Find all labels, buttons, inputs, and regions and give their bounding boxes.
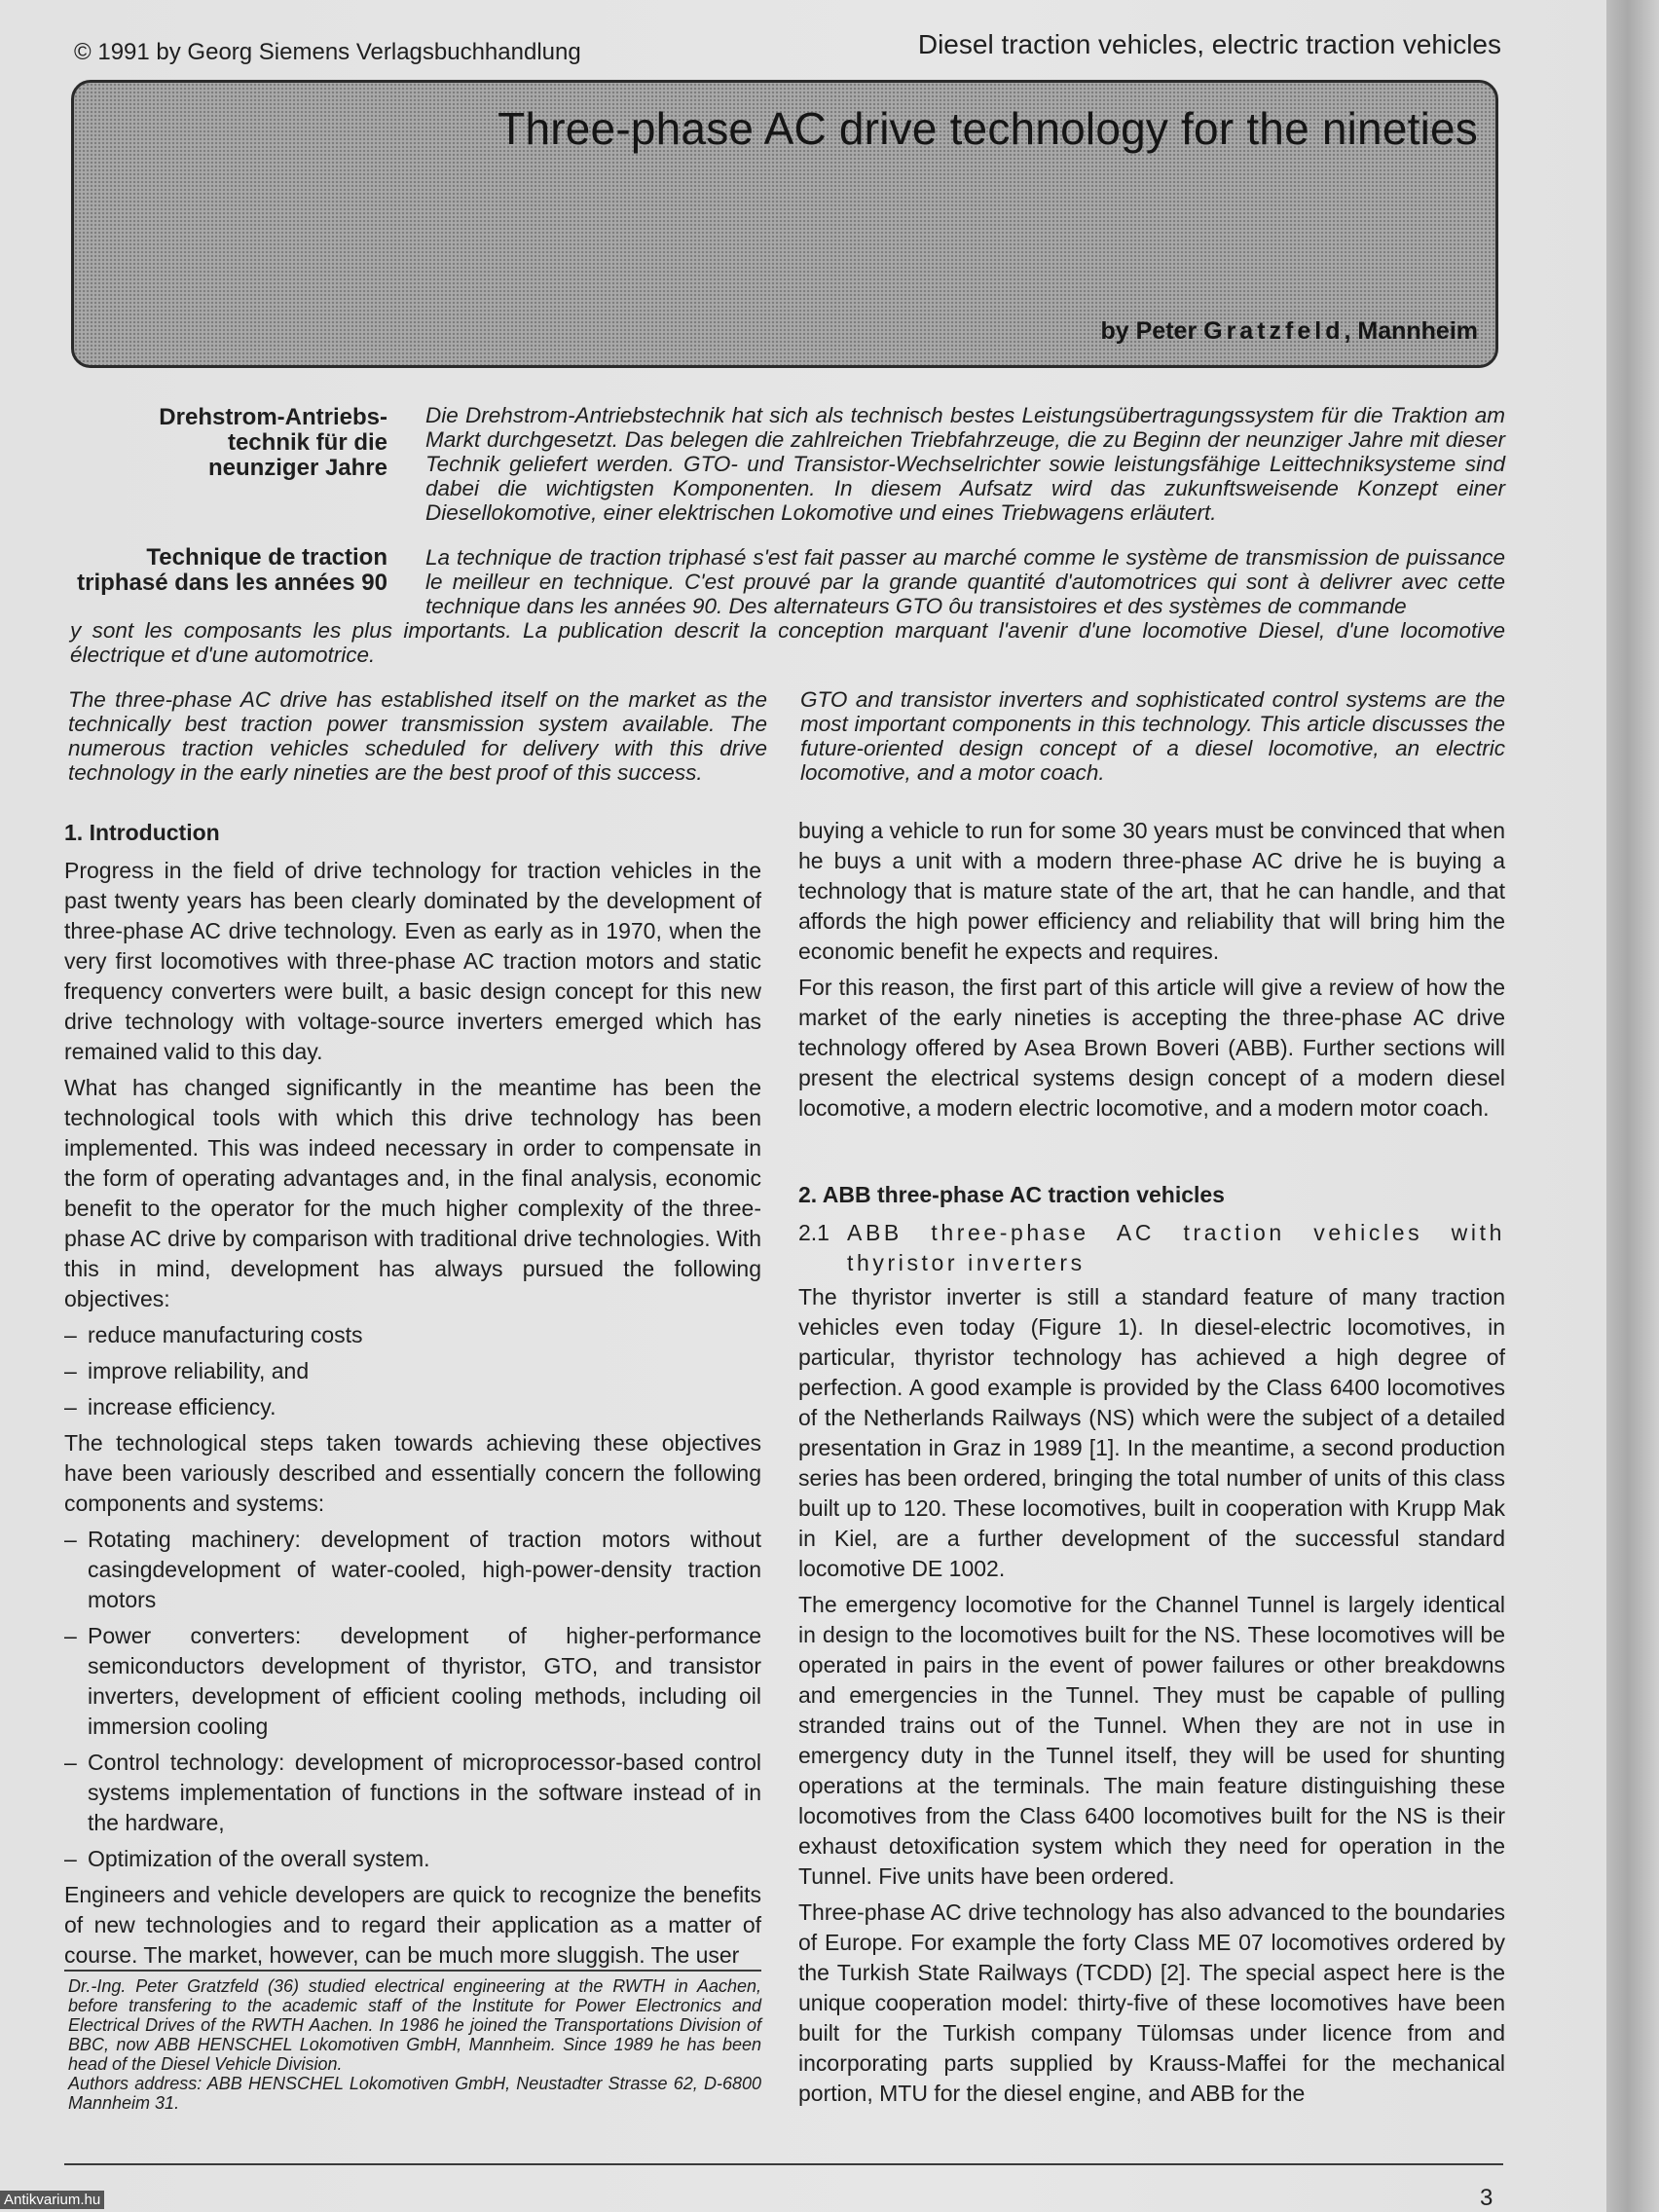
- paragraph: For this reason, the first part of this article will give a review of how the market of the early nineties is accepting the three-phase AC drive technology offered by Asea Brown Boveri (ABB). Further sections will present the electrical systems design concept of a modern diesel locomotive, a modern electric locomotive, and a modern motor coach.: [798, 975, 1505, 1121]
- paragraph: buying a vehicle to run for some 30 years must be convinced that when he buys a unit with a modern three-phase AC drive he is buying a technology that is mature state of the art, that he can handle, and that affords the high power efficiency and reliability that will bring him the economic benefit he expects and requires.: [798, 818, 1505, 964]
- french-abstract-text: La technique de traction triphasé s'est fait passer au marché comme le système de transmission de puissance le meilleur en technique. C'est prouvé par la grande quantité d'automotrices qui sont à delivrer avec cette technique dans les années 90. Des alternateurs GTO ôu transistoires et des systèmes de commande: [425, 545, 1505, 618]
- byline: by Peter Gratzfeld, Mannheim: [1100, 317, 1478, 345]
- paragraph: The thyristor inverter is still a standard feature of many traction vehicles even today (Figure 1). In diesel-electric locomotives, in particular, thyristor technology has achieved a high degree of perfection. A good example is provided by the Class 6400 locomotives of the Netherlands Railways (NS) which were the subject of a detailed presentation in Graz in 1989 [1]. In the meantime, a second production series has been ordered, bringing the total number of units of this class built up to 120. These locomotives, built in cooperation with Krupp Mak in Kiel, are a further development of the successful standard locomotive DE 1002.: [798, 1284, 1505, 1581]
- objectives-list: [64, 1320, 761, 1422]
- paragraph: Progress in the field of drive technology for traction vehicles in the past twenty years has been clearly dominated by the development of three-phase AC drive technology. Even as early as in 1970, when the very first locomotives with three-phase AC traction motors and static frequency converters were built, a basic design concept for this new drive technology with voltage-source inverters emerged which has remained valid to this day.: [64, 858, 761, 1064]
- german-abstract-label: Drehstrom-Antriebs- technik für die neunziger Jahre: [159, 404, 387, 481]
- english-abstract-left: The three-phase AC drive has established itself on the market as the technically best traction power transmission system available. The numerous traction vehicles scheduled for delivery with this drive technology in the early nineties are the best proof of this success.: [68, 687, 767, 785]
- section-header: Diesel traction vehicles, electric traction vehicles: [917, 29, 1501, 59]
- german-abstract-text: Die Drehstrom-Antriebstechnik hat sich als technisch bestes Leistungsübertragungssystem für die Traktion am Markt durchgesetzt. Das belegen die zahlreichen Triebfahrzeuge, die zu Beginn der neunziger Jahre mit dieser Technik geliefert werden. GTO- und Transistor-Wechselrichter sowie leistungsfähige Leittechniksysteme sind dabei die wichtigsten Komponenten. In diesem Aufsatz wird das zukunftsweisende Konzept einer Diesellokomotive, einer elektrischen Lokomotive und eines Triebwagens erläutert.: [425, 403, 1505, 525]
- page-edge-shadow: [1606, 0, 1659, 2212]
- paragraph: Engineers and vehicle developers are quick to recognize the benefits of new technologies and to regard their application as a matter of course. The market, however, can be much more sluggish. The user: [64, 1882, 761, 1968]
- english-abstract-right: GTO and transistor inverters and sophisticated control systems are the most important components in this technology. This article discusses the future-oriented design concept of a diesel locomotive, an electric locomotive, and a motor coach.: [800, 687, 1505, 785]
- paragraph: The emergency locomotive for the Channel Tunnel is largely identical in design to the locomotives built for the NS. These locomotives will be operated in pairs in the event of power failures or other breakdowns and emergencies in the Tunnel. They must be capable of pulling stranded trains out of the Tunnel. When they are not in use in emergency duty in the Tunnel itself, they will be used for shunting operations at the terminals. The main feature distinguishing these locomotives from the Class 6400 locomotives built for the NS is their exhaust detoxification system which they need for operation in the Tunnel. Five units have been ordered.: [798, 1592, 1505, 1889]
- author-footnote: Dr.-Ing. Peter Gratzfeld (36) studied electrical engineering at the RWTH in Aachen, before transfering to the academic staff of the Institute for Power Electronics and Electrical Drives of the RWTH Aachen. In 1986 he joined the Transportations Division of BBC, now ABB HENSCHEL Lokomotiven GmbH, Mannheim. Since 1989 he has been head of the Diesel Vehicle Division. Authors address: ABB HENSCHEL Lokomotiven GmbH, Neustadter Strasse 62, D-6800 Mannheim 31.: [68, 1976, 761, 2113]
- list-item: – Control technology: development of microprocessor-based control systems implementation of functions in the software instead of in the hardware,: [64, 1748, 761, 1838]
- author-name: Gratzfeld: [1203, 317, 1345, 345]
- bottom-divider: [64, 2163, 1503, 2165]
- paragraph: The technological steps taken towards achieving these objectives have been variously described and essentially concern the following components and systems:: [64, 1430, 761, 1516]
- copyright-notice: © 1991 by Georg Siemens Verlagsbuchhandlung: [74, 39, 581, 65]
- list-item: – improve reliability, and: [64, 1356, 761, 1386]
- list-item: – Rotating machinery: development of traction motors without casingdevelopment of water-cooled, high-power-density traction motors: [64, 1525, 761, 1615]
- section-2-heading: 2. ABB three-phase AC traction vehicles: [798, 1182, 1225, 1207]
- title-box: [71, 80, 1498, 368]
- list-item: – increase efficiency.: [64, 1392, 761, 1422]
- page-number: 3: [1480, 2185, 1493, 2211]
- right-column: [798, 816, 1505, 2115]
- french-abstract-continuation: y sont les composants les plus importants. La publication descrit la conception marquant l'avenir d'une locomotive Diesel, d'une locomotive électrique et d'une automotrice.: [70, 618, 1505, 667]
- systems-list: [64, 1525, 761, 1874]
- list-item: – Optimization of the overall system.: [64, 1844, 761, 1874]
- paragraph: Three-phase AC drive technology has also advanced to the boundaries of Europe. For example the forty Class ME 07 locomotives ordered by the Turkish State Railways (TCDD) [2]. The special aspect here is the unique cooperation model: thirty-five of these locomotives have been built for the Turkish company Tülomsas under licence from and incorporating parts supplied by Krauss-Maffei for the mechanical portion, MTU for the diesel engine, and ABB for the: [798, 1899, 1505, 2106]
- subsection-heading: 2.1 ABB three-phase AC traction vehicles with thyristor inverters: [798, 1220, 1505, 1275]
- paragraph: What has changed significantly in the meantime has been the technological tools with which this drive technology has been implemented. This was indeed necessary in order to compensate in the form of operating advantages and, in the final analysis, economic benefit to the operator for the much higher complexity of the three-phase AC drive by comparison with traditional drive technologies. With this in mind, development has always pursued the following objectives:: [64, 1075, 761, 1311]
- french-abstract-label: Technique de traction triphasé dans les années 90: [77, 544, 387, 596]
- list-item: – reduce manufacturing costs: [64, 1320, 761, 1350]
- introduction-heading: 1. Introduction: [64, 820, 220, 845]
- list-item: – Power converters: development of higher-performance semiconductors development of thyristor, GTO, and transistor inverters, development of efficient cooling methods, including oil immersion cooling: [64, 1621, 761, 1742]
- article-title: Three-phase AC drive technology for the nineties: [498, 103, 1478, 154]
- left-column: [64, 818, 761, 1976]
- footnote-divider: [64, 1970, 761, 1972]
- watermark: Antikvarium.hu: [0, 2191, 104, 2209]
